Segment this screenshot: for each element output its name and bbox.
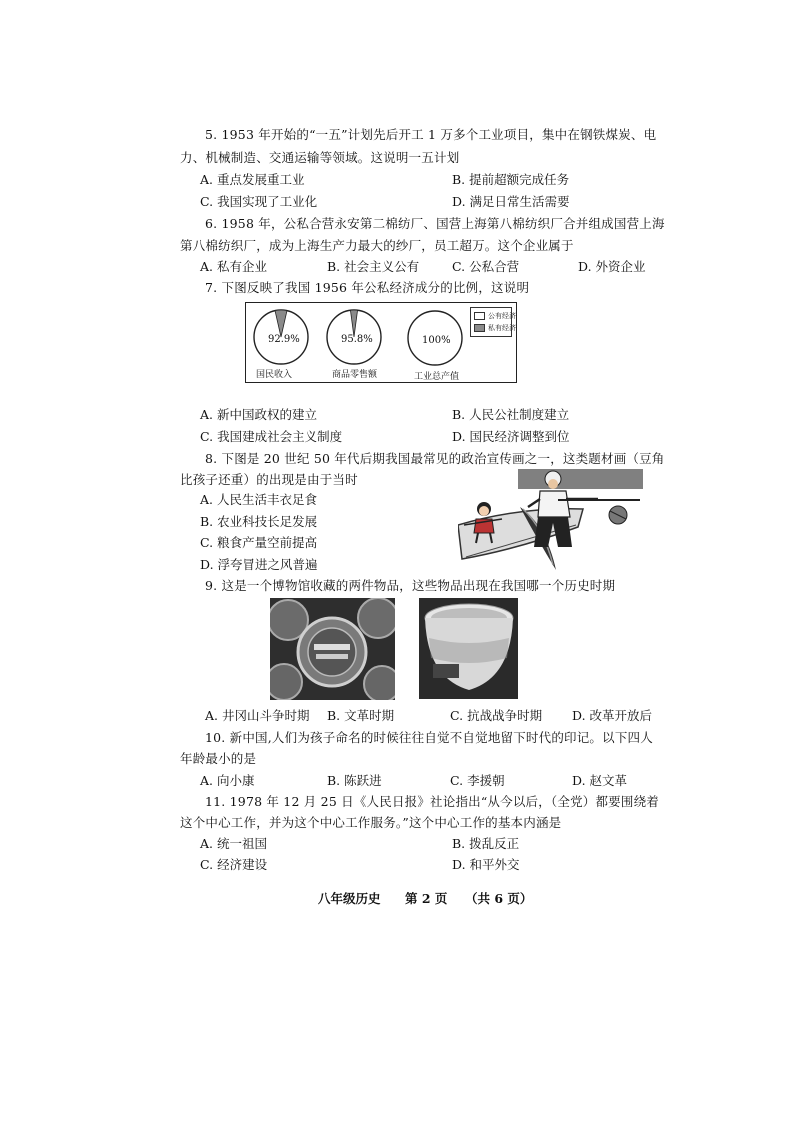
legend-private-swatch — [474, 324, 485, 332]
q5-stem-line2: 力、机械制造、交通运输等领域。这说明一五计划 — [180, 150, 460, 165]
q6-option-d: D. 外资企业 — [578, 259, 646, 274]
legend-private — [474, 323, 516, 333]
q7-option-a: A. 新中国政权的建立 — [200, 407, 317, 422]
footer-subject: 八年级历史 — [318, 891, 381, 906]
q5-option-c: C. 我国实现了工业化 — [200, 194, 318, 209]
pie3-value: 100% — [422, 335, 451, 346]
q8-option-d: D. 浮夸冒进之风普遍 — [200, 557, 318, 572]
q8-option-b: B. 农业科技长足发展 — [200, 514, 318, 529]
q8-option-c: C. 粮食产量空前提高 — [200, 535, 318, 550]
q9-option-c: C. 抗战战争时期 — [450, 708, 543, 723]
q11-option-a: A. 统一祖国 — [200, 836, 267, 851]
q10-option-c: C. 李援朝 — [450, 773, 505, 788]
pie2-value: 95.8% — [341, 334, 373, 345]
q11-option-c: C. 经济建设 — [200, 857, 268, 872]
legend-public-label: 公有经济 — [488, 312, 516, 320]
museum-badges-photo — [270, 598, 395, 700]
q5-stem-line1: 5. 1953 年开始的“一五”计划先后开工 1 万多个工业项目，集中在钢铁煤炭、电 — [205, 127, 657, 142]
pie-legend — [470, 307, 516, 337]
q7-option-d: D. 国民经济调整到位 — [452, 429, 570, 444]
pie1-value: 92.9% — [268, 334, 300, 345]
q7-pie-figure — [245, 302, 517, 383]
q7-option-b: B. 人民公社制度建立 — [452, 407, 570, 422]
q10-stem-line1: 10. 新中国,人们为孩子命名的时候往往自觉不自觉地留下时代的印记。以下四人 — [205, 730, 653, 745]
q6-stem-line2: 第八棉纺织厂，成为上海生产力最大的纱厂，员工超万。这个企业属于 — [180, 238, 574, 253]
q10-option-b: B. 陈跃进 — [327, 773, 382, 788]
pie1-label: 国民收入 — [256, 370, 293, 380]
pie2-label: 商品零售额 — [332, 370, 378, 380]
pie3-label: 工业总产值 — [414, 372, 460, 382]
q11-option-d: D. 和平外交 — [452, 857, 520, 872]
q6-option-c: C. 公私合营 — [452, 259, 520, 274]
q7-option-c: C. 我国建成社会主义制度 — [200, 429, 343, 444]
q9-stem: 9. 这是一个博物馆收藏的两件物品，这些物品出现在我国哪一个历史时期 — [205, 578, 616, 593]
q5-option-b: B. 提前超额完成任务 — [452, 172, 570, 187]
q6-option-b: B. 社会主义公有 — [327, 259, 420, 274]
q10-option-a: A. 向小康 — [200, 773, 255, 788]
q9-option-a: A. 井冈山斗争时期 — [205, 708, 310, 723]
q9-option-b: B. 文革时期 — [327, 708, 395, 723]
q11-option-b: B. 拨乱反正 — [452, 836, 520, 851]
footer-total-pages: （共 6 页） — [465, 891, 533, 906]
museum-cup-photo — [419, 598, 518, 699]
legend-private-label: 私有经济 — [488, 324, 516, 332]
q8-stem-line2: 比孩子还重）的出现是由于当时 — [180, 472, 358, 487]
footer-page-number: 第 2 页 — [405, 891, 448, 906]
q8-option-a: A. 人民生活丰衣足食 — [200, 492, 317, 507]
q11-stem-line1: 11. 1978 年 12 月 25 日《人民日报》社论指出“从今以后，（全党）都要围绕着 — [205, 794, 659, 809]
q6-stem-line1: 6. 1958 年，公私合营永安第二棉纺厂、国营上海第八棉纺织厂合并组成国营上海 — [205, 216, 665, 231]
legend-public-swatch — [474, 312, 485, 320]
q11-stem-line2: 这个中心工作，并为这个中心工作服务。”这个中心工作的基本内涵是 — [180, 815, 562, 830]
q5-option-d: D. 满足日常生活需要 — [452, 194, 570, 209]
q9-option-d: D. 改革开放后 — [572, 708, 653, 723]
legend-public — [474, 311, 516, 321]
q5-option-a: A. 重点发展重工业 — [200, 172, 305, 187]
q10-stem-line2: 年龄最小的是 — [180, 751, 257, 766]
propaganda-poster-image — [458, 467, 643, 570]
q7-stem: 7. 下图反映了我国 1956 年公私经济成分的比例，这说明 — [205, 280, 530, 295]
q6-option-a: A. 私有企业 — [200, 259, 267, 274]
q10-option-d: D. 赵文革 — [572, 773, 628, 788]
q8-stem-line1: 8. 下图是 20 世纪 50 年代后期我国最常见的政治宣传画之一，这类题材画（豆角 — [205, 451, 665, 466]
